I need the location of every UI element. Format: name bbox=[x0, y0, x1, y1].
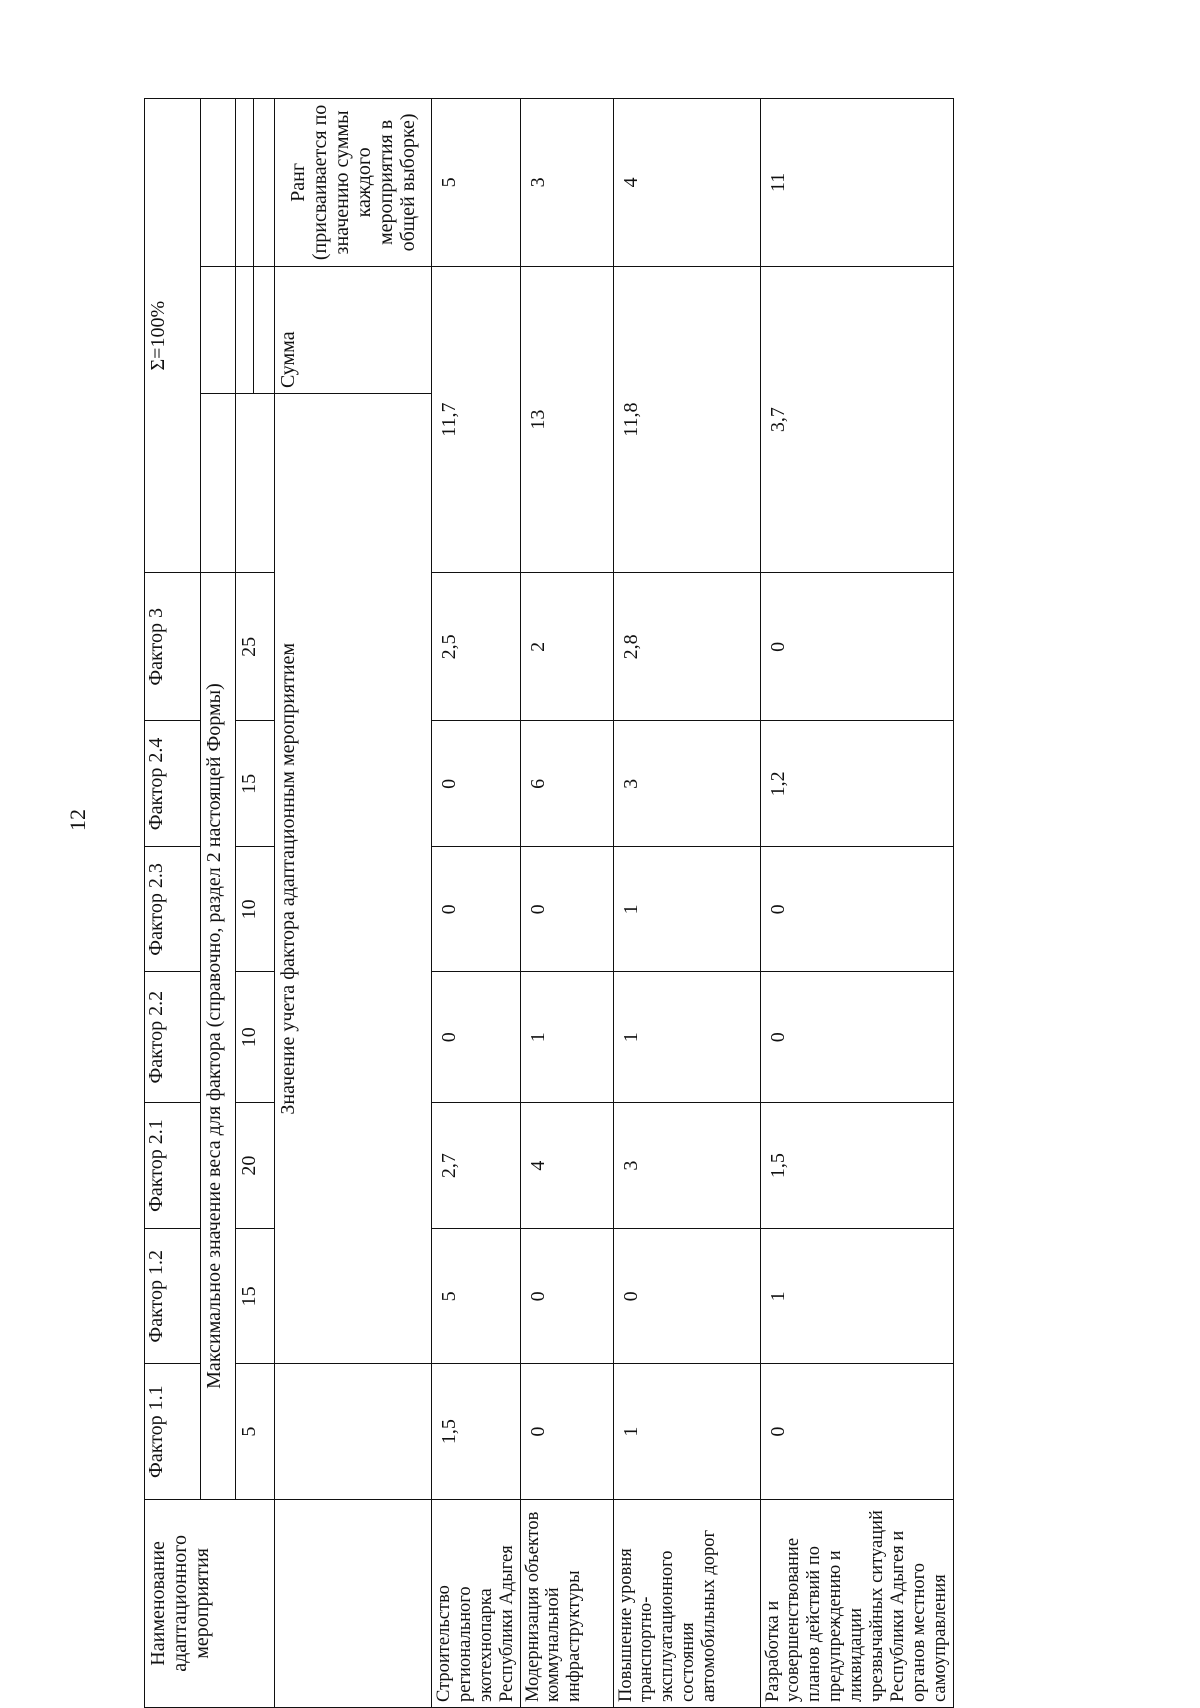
header-rank-label: Ранг (присваивается по значению суммы каждого мероприятия в общей выборке) bbox=[275, 99, 432, 267]
measure-name: Строительство регионального экотехнопарка Республики Адыгея bbox=[432, 1499, 521, 1707]
header-blank-cell bbox=[201, 266, 236, 393]
value-factor-2-1: 2,7 bbox=[432, 1103, 521, 1229]
value-sum: 3,7 bbox=[760, 266, 953, 573]
header-factor-2-2: Фактор 2.2 bbox=[145, 972, 201, 1103]
value-factor-3: 2,5 bbox=[432, 573, 521, 721]
max-weight-factor-1-2: 15 bbox=[236, 1229, 275, 1364]
header-blank-cell bbox=[254, 266, 275, 393]
header-factor-1-1: Фактор 1.1 bbox=[145, 1364, 201, 1499]
header-blank-cell bbox=[254, 99, 275, 267]
value-factor-2-1: 3 bbox=[613, 1103, 760, 1229]
value-factor-1-1: 0 bbox=[760, 1364, 953, 1499]
adaptation-measures-table bbox=[144, 98, 954, 1708]
value-factor-1-2: 1 bbox=[760, 1229, 953, 1364]
value-sum: 13 bbox=[520, 266, 613, 573]
value-factor-2-3: 0 bbox=[520, 847, 613, 972]
value-factor-2-2: 0 bbox=[760, 972, 953, 1103]
header-blank-cell bbox=[201, 394, 236, 573]
max-weight-factor-2-1: 20 bbox=[236, 1103, 275, 1229]
value-factor-2-1: 4 bbox=[520, 1103, 613, 1229]
value-factor-2-2: 0 bbox=[432, 972, 521, 1103]
value-factor-1-1: 1 bbox=[613, 1364, 760, 1499]
value-factor-2-1: 1,5 bbox=[760, 1103, 953, 1229]
max-weight-factor-1-1: 5 bbox=[236, 1364, 275, 1499]
header-blank-cell bbox=[275, 1499, 432, 1707]
measure-name: Модернизация объектов коммунальной инфраструктуры bbox=[520, 1499, 613, 1707]
value-factor-1-1: 0 bbox=[520, 1364, 613, 1499]
header-blank-cell bbox=[201, 99, 236, 267]
table-row bbox=[760, 99, 953, 1708]
page-number: 12 bbox=[65, 809, 90, 831]
header-blank-cell bbox=[275, 1364, 432, 1499]
header-name-col: Наименование адаптационного мероприятия bbox=[145, 1499, 275, 1707]
value-factor-1-1: 1,5 bbox=[432, 1364, 521, 1499]
measure-name: Повышение уровня транспортно-эксплуатационного состояния автомобильных дорог bbox=[613, 1499, 760, 1707]
max-weight-factor-2-2: 10 bbox=[236, 972, 275, 1103]
max-weight-factor-2-4: 15 bbox=[236, 721, 275, 847]
value-factor-2-4: 3 bbox=[613, 721, 760, 847]
value-factor-2-3: 0 bbox=[432, 847, 521, 972]
value-factor-1-2: 5 bbox=[432, 1229, 521, 1364]
value-sum: 11,8 bbox=[613, 266, 760, 573]
value-factor-3: 2 bbox=[520, 573, 613, 721]
value-factor-2-2: 1 bbox=[613, 972, 760, 1103]
value-factor-3: 0 bbox=[760, 573, 953, 721]
value-factor-2-2: 1 bbox=[520, 972, 613, 1103]
header-max-weight-label: Максимальное значение веса для фактора (справочно, раздел 2 настоящей Формы) bbox=[201, 573, 236, 1499]
table-row bbox=[613, 99, 760, 1708]
header-blank-cell bbox=[236, 99, 254, 267]
table-row bbox=[432, 99, 521, 1708]
table-row bbox=[520, 99, 613, 1708]
header-sum-total: Σ=100% bbox=[145, 99, 201, 573]
rotated-table-wrapper bbox=[144, 98, 954, 1708]
value-factor-1-2: 0 bbox=[520, 1229, 613, 1364]
value-factor-2-3: 0 bbox=[760, 847, 953, 972]
header-blank-cell bbox=[236, 394, 275, 573]
measure-name: Разработка и усовершенствование планов действий по предупреждению и ликвидации чрезвычайных ситуаций Республики Адыгея и органов местного самоуправления bbox=[760, 1499, 953, 1707]
value-factor-2-4: 0 bbox=[432, 721, 521, 847]
value-factor-2-4: 1,2 bbox=[760, 721, 953, 847]
value-rank: 11 bbox=[760, 99, 953, 267]
max-weight-factor-3: 25 bbox=[236, 573, 275, 721]
header-sum-label: Сумма bbox=[275, 266, 432, 393]
value-factor-2-4: 6 bbox=[520, 721, 613, 847]
value-sum: 11,7 bbox=[432, 266, 521, 573]
header-row-value bbox=[275, 99, 432, 1708]
header-row-factors bbox=[145, 99, 201, 1708]
value-factor-3: 2,8 bbox=[613, 573, 760, 721]
header-value-label: Значение учета фактора адаптационным мероприятием bbox=[275, 394, 432, 1364]
value-factor-2-3: 1 bbox=[613, 847, 760, 972]
header-row-max-weights bbox=[236, 99, 254, 1708]
value-rank: 5 bbox=[432, 99, 521, 267]
header-factor-3: Фактор 3 bbox=[145, 573, 201, 721]
max-weight-factor-2-3: 10 bbox=[236, 847, 275, 972]
value-rank: 3 bbox=[520, 99, 613, 267]
value-rank: 4 bbox=[613, 99, 760, 267]
header-blank-cell bbox=[236, 266, 254, 393]
header-factor-2-3: Фактор 2.3 bbox=[145, 847, 201, 972]
header-row-max-weight bbox=[201, 99, 236, 1708]
header-factor-2-4: Фактор 2.4 bbox=[145, 721, 201, 847]
value-factor-1-2: 0 bbox=[613, 1229, 760, 1364]
header-factor-2-1: Фактор 2.1 bbox=[145, 1103, 201, 1229]
header-factor-1-2: Фактор 1.2 bbox=[145, 1229, 201, 1364]
